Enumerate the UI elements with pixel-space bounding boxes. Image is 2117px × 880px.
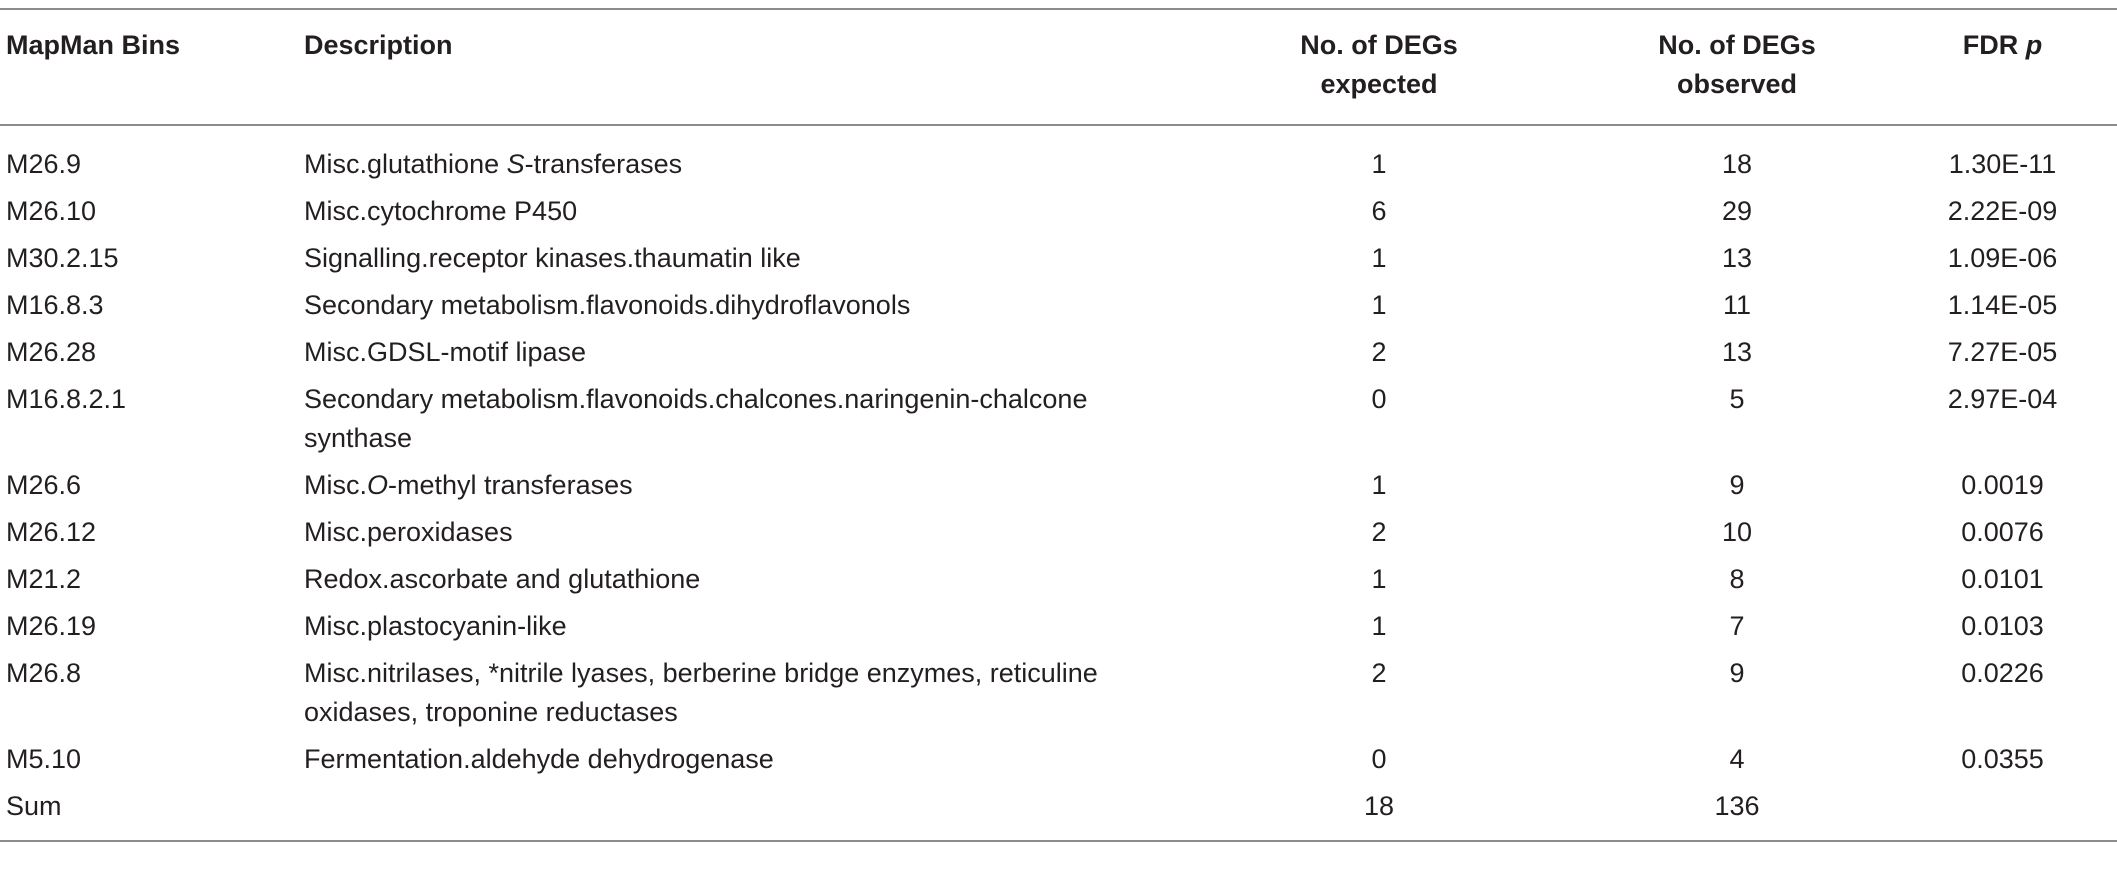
cell-mapman-bin: M16.8.2.1 (6, 384, 127, 414)
cell-degs-observed: 4 (1729, 744, 1745, 774)
table-row (0, 779, 2117, 841)
cell-degs-observed: 29 (1721, 196, 1753, 226)
cell-degs-expected: 0 (1371, 384, 1387, 414)
cell-description (298, 779, 1200, 841)
cell-degs-expected: 1 (1371, 470, 1387, 500)
cell-degs-observed: 11 (1722, 290, 1752, 320)
table-row (0, 732, 2117, 779)
description-text: Misc.nitrilases, *nitrile lyases, berberine bridge enzymes, reticuline oxidases, troponine reductases (304, 658, 1098, 727)
cell-degs-observed: 7 (1729, 611, 1745, 641)
cell-mapman-bin: M26.12 (6, 517, 97, 547)
description-text: Misc.cytochrome P450 (304, 196, 578, 226)
cell-degs-observed: 5 (1729, 384, 1745, 414)
description-text: Misc.peroxidases (304, 517, 513, 547)
header-fdr-italic-p: p (2025, 30, 2043, 60)
cell-fdr-p: 7.27E-05 (1947, 337, 2058, 367)
cell-mapman-bin: M26.28 (6, 337, 97, 367)
table-row (0, 278, 2117, 325)
cell-degs-expected: 0 (1371, 744, 1387, 774)
table-row (0, 125, 2117, 184)
table-row (0, 599, 2117, 646)
table-body (0, 125, 2117, 841)
cell-mapman-bin: M26.9 (6, 149, 82, 179)
cell-degs-expected: 1 (1371, 564, 1387, 594)
table-header (0, 9, 2117, 125)
description-text: Fermentation.aldehyde dehydrogenase (304, 744, 774, 774)
cell-degs-observed: 10 (1721, 517, 1753, 547)
cell-mapman-bin: Sum (6, 791, 62, 821)
description-text: Secondary metabolism.flavonoids.chalcones.naringenin-chalcone synthase (304, 384, 1088, 453)
table-row (0, 505, 2117, 552)
cell-fdr-p: 0.0355 (1961, 744, 2044, 774)
table-row (0, 552, 2117, 599)
cell-description (298, 184, 1200, 231)
cell-fdr-p: 0.0019 (1961, 470, 2044, 500)
cell-degs-observed: 13 (1721, 337, 1753, 367)
header-degs-observed-line1: No. of DEGs (1658, 30, 1816, 60)
cell-fdr-p (1916, 779, 2117, 841)
description-text: Misc.plastocyanin-like (304, 611, 567, 641)
cell-fdr-p: 2.97E-04 (1947, 384, 2058, 414)
cell-degs-expected: 2 (1371, 517, 1387, 547)
cell-degs-observed: 9 (1729, 658, 1745, 688)
description-text: Secondary metabolism.flavonoids.dihydroflavonols (304, 290, 911, 320)
table-row (0, 184, 2117, 231)
cell-mapman-bin: M26.10 (6, 196, 97, 226)
header-degs-observed-line2: observed (1676, 69, 1798, 99)
table-row (0, 372, 2117, 458)
description-text-suffix: -methyl transferases (388, 470, 633, 500)
cell-description (298, 505, 1200, 552)
cell-mapman-bin: M30.2.15 (6, 243, 119, 273)
header-mapman-bins: MapMan Bins (6, 30, 181, 60)
cell-fdr-p: 0.0076 (1961, 517, 2044, 547)
cell-degs-observed: 9 (1729, 470, 1745, 500)
table-row (0, 458, 2117, 505)
description-text: Misc.glutathione (304, 149, 507, 179)
cell-degs-expected: 1 (1371, 243, 1387, 273)
table-row (0, 325, 2117, 372)
cell-degs-expected: 1 (1371, 149, 1387, 179)
cell-mapman-bin: M26.8 (6, 658, 82, 688)
cell-fdr-p: 1.30E-11 (1948, 149, 2057, 179)
cell-description (298, 646, 1200, 732)
header-degs-observed (1558, 9, 1916, 125)
cell-degs-observed: 18 (1721, 149, 1753, 179)
header-degs-expected-line1: No. of DEGs (1300, 30, 1458, 60)
cell-fdr-p: 0.0101 (1961, 564, 2044, 594)
cell-mapman-bin: M26.19 (6, 611, 97, 641)
cell-description (298, 552, 1200, 599)
table-row (0, 646, 2117, 732)
cell-degs-expected: 18 (1363, 791, 1395, 821)
cell-description (298, 458, 1200, 505)
description-italic-text: S (506, 149, 525, 179)
cell-description (298, 325, 1200, 372)
description-italic-text: O (367, 470, 389, 500)
cell-fdr-p: 0.0103 (1961, 611, 2044, 641)
cell-degs-expected: 1 (1371, 611, 1387, 641)
cell-fdr-p: 0.0226 (1961, 658, 2044, 688)
mapman-bins-table (0, 8, 2117, 842)
mapman-bins-table-container (0, 8, 2117, 842)
description-text: Misc. (304, 470, 367, 500)
header-degs-expected-line2: expected (1320, 69, 1438, 99)
header-description: Description (304, 30, 453, 60)
cell-fdr-p: 2.22E-09 (1947, 196, 2058, 226)
cell-fdr-p: 1.09E-06 (1947, 243, 2058, 273)
cell-degs-expected: 6 (1371, 196, 1387, 226)
cell-fdr-p: 1.14E-05 (1947, 290, 2058, 320)
cell-description (298, 372, 1200, 458)
cell-description (298, 732, 1200, 779)
description-text: Misc.GDSL-motif lipase (304, 337, 587, 367)
cell-mapman-bin: M26.6 (6, 470, 82, 500)
cell-degs-expected: 2 (1371, 337, 1387, 367)
header-fdr-text: FDR (1962, 30, 2019, 60)
cell-description (298, 599, 1200, 646)
header-fdr-p (1916, 9, 2117, 125)
cell-description (298, 278, 1200, 325)
cell-description (298, 125, 1200, 184)
cell-mapman-bin: M5.10 (6, 744, 82, 774)
cell-degs-observed: 8 (1729, 564, 1745, 594)
description-text-suffix: -transferases (524, 149, 683, 179)
header-degs-expected (1200, 9, 1558, 125)
table-row (0, 231, 2117, 278)
cell-degs-expected: 2 (1371, 658, 1387, 688)
cell-degs-observed: 13 (1721, 243, 1753, 273)
cell-description (298, 231, 1200, 278)
cell-mapman-bin: M16.8.3 (6, 290, 104, 320)
description-text: Redox.ascorbate and glutathione (304, 564, 701, 594)
cell-degs-expected: 1 (1371, 290, 1387, 320)
header-row (0, 9, 2117, 125)
cell-degs-observed: 136 (1714, 791, 1760, 821)
description-text: Signalling.receptor kinases.thaumatin like (304, 243, 801, 273)
cell-mapman-bin: M21.2 (6, 564, 82, 594)
